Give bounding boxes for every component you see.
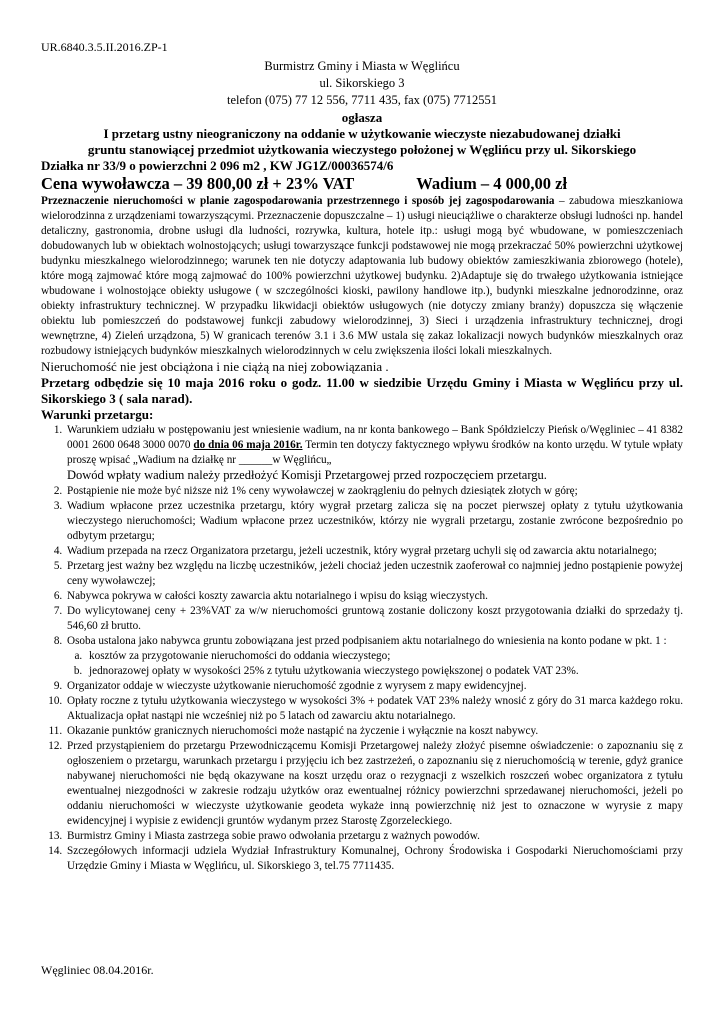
reference-number: UR.6840.3.5.II.2016.ZP-1 [41,40,168,54]
sub-item: a. kosztów za przygotowanie nieruchomości do oddania wieczystego; [85,649,683,664]
condition-1-proof: Dowód wpłaty wadium należy przedłożyć Komisji Przetargowej przed rozpoczęciem przetargu. [67,468,547,482]
condition-item [65,634,683,679]
condition-item: 3. Wadium wpłacone przez uczestnika przetargu, który wygrał przetarg zalicza się na poczet pierwszej opłaty z tytułu użytkowania wieczystego nieruchomości; Wadium wpłacone przez uczestników, którzy nie wygrali przetargu, zostanie zwrócone bezpośrednio po odbytym przetargu; [65,499,683,544]
issuer-address: ul. Sikorskiego 3 [319,76,405,90]
deposit-deadline: do dnia 06 maja 2016r. [193,439,303,451]
zoning-description [41,194,683,359]
conditions-list [41,423,683,874]
condition-item [65,423,683,484]
condition-item: 11. Okazanie punktów granicznych nieruchomości może nastąpić na życzenie i wyłącznie na koszt nabywcy. [65,724,683,739]
conditions-heading: Warunki przetargu: [41,407,154,422]
condition-item: 5. Przetarg jest ważny bez względu na liczbę uczestników, jeżeli chociaż jeden uczestnik zaoferował co najmniej jedno postąpienie powyżej ceny wywoławczej; [65,559,683,589]
encumbrance-note: Nieruchomość nie jest obciążona i nie ciążą na niej zobowiązania . [41,359,389,374]
condition-item: 13. Burmistrz Gminy i Miasta zastrzega sobie prawo odwołania przetargu z ważnych powodów. [65,829,683,844]
starting-price: Cena wywoławcza – 39 800,00 zł + 23% VAT [41,174,355,193]
condition-item: 2. Postąpienie nie może być niższe niż 1% ceny wywoławczej w zaokrągleniu do pełnych dziesiątek złotych w górę; [65,484,683,499]
zoning-text: – zabudowa mieszkaniowa wielorodzinna z urządzeniami towarzyszącymi. Przeznaczenie dopuszczalne – 1) usługi nieuciążliwe o charakterze obsługi ludności np. handel detaliczny, gastronomia, drobne usługi dla ludności, rozrywka, kultura, hotele itp.: usługi mogą być wbudowane, w pomieszczeniach dobudowanych lub w obiektach wolnostojących; usługi towarzyszące funkcji podstawowej nie mogą przekraczać 50% powierzchni użytkowej budynku mieszkalnego wielorodzinnego; warunek ten nie dotyczy adaptowania lub budowy obiektów zamieszkiwania zbiorowego (hotele), które mogą zajmować które mogą zajmować do 100% powierzchni użytkowej budynku. 2)Adaptuje się do trwałego użytkowania istniejące wbudowane i wolnostojące obiekty usługowe ( w szczególności kioski, pawilony handlowe itp.), budynki mieszkalne jednorodzinne, oraz obiekty infrastruktury technicznej. W przypadku likwidacji obiektów usługowych (nie dotyczy zmiany branży) dopuszcza się włączenie obiektu lub pomieszczeń do podstawowej funkcji zabudowy wielorodzinnej, 3) Sieci i urządzenia infrastruktury technicznej, drogi wewnętrzne, 4) Zieleń urządzona, 5) W granicach terenów 3.1 i 3.6 MW ustala się zakaz lokalizacji nowych budynków mieszkalnych oraz rozbudowy istniejących budynków mieszkalnych wielorodzinnych w celu zwiększenia ilości lokali mieszkalnych. [41,195,683,357]
issuer-name: Burmistrz Gminy i Miasta w Węglińcu [264,59,460,73]
condition-8-sublist [67,649,683,679]
announces-heading: ogłasza [341,110,383,125]
announcement-content [41,58,683,874]
condition-1-text: Warunkiem udziału w postępowaniu jest wniesienie wadium, na nr konta bankowego – Bank Spółdzielczy Pieńsk o/Węgliniec – 41 8382 0001 2600 0648 3000 0070 [67,424,683,451]
condition-item: 14. Szczegółowych informacji udziela Wydział Infrastruktury Komunalnej, Ochrony Środowiska i Gospodarki Nieruchomościami przy Urzędzie Gminy i Miasta w Węglińcu, ul. Sikorskiego 3, tel.75 7711435. [65,844,683,874]
condition-8-text: Osoba ustalona jako nabywca gruntu zobowiązana jest przed podpisaniem aktu notarialnego do wniesienia na konto podane w pkt. 1 : [67,635,667,647]
condition-item: 9. Organizator oddaje w wieczyste użytkowanie nieruchomość zgodnie z wyrysem z mapy ewidencyjnej. [65,679,683,694]
condition-item: 10. Opłaty roczne z tytułu użytkowania wieczystego w wysokości 3% + podatek VAT 23% należy wnosić z góry do 31 marca każdego roku. Aktualizacja opłat nastąpi nie wcześniej niż po 5 latach od zawarciu aktu notarialnego. [65,694,683,724]
auction-date-info: Przetarg odbędzie się 10 maja 2016 roku o godz. 11.00 w siedzibie Urzędu Gminy i Miasta w Węglińcu przy ul. Sikorskiego 3 ( sala narad). [41,375,683,406]
deposit-amount: Wadium – 4 000,00 zł [416,174,568,193]
place-and-date: Węgliniec 08.04.2016r. [41,963,154,977]
condition-1-text-cont: Termin ten dotyczy faktycznego wpływu środków na konto urzędu. W tytule wpłaty proszę wpisać „Wadium na działkę nr ______w Węglińcu„ [67,439,683,466]
title-line-3: Działka nr 33/9 o powierzchni 2 096 m2 , KW JG1Z/00036574/6 [41,158,394,173]
condition-item: 7. Do wylicytowanej ceny + 23%VAT za w/w nieruchomości gruntową zostanie doliczony koszt przygotowania działki do sprzedaży tj. 546,60 zł brutto. [65,604,683,634]
issuer-phone: telefon (075) 77 12 556, 7711 435, fax (075) 7712551 [227,93,497,107]
title-line-2: gruntu stanowiącej przedmiot użytkowania wieczystego położonej w Węglińcu przy ul. Sikorskiego [87,142,637,157]
title-line-1: I przetarg ustny nieograniczony na oddanie w użytkowanie wieczyste niezabudowanej działki [103,126,621,141]
condition-item: 6. Nabywca pokrywa w całości koszty zawarcia aktu notarialnego i wpisu do ksiąg wieczystych. [65,589,683,604]
condition-item: 12. Przed przystąpieniem do przetargu Przewodniczącemu Komisji Przetargowej należy złożyć pisemne oświadczenie: o zapoznaniu się z ogłoszeniem o przetargu, warunkach przetargu i przyjęciu ich bez zastrzeżeń, o zapoznaniu się z nieruchomością w terenie, gdyż granice nabywanej nieruchomości nie będą okazywane na koszt urzędu oraz o rezygnacji z wszelkich roszczeń wobec organizatora z tytułu ewentualnej niezgodności w zakresie rodzaju użytków oraz ewentualnej różnicy powierzchni sprzedawanej nieruchomości, jeżeli po oddaniu nieruchomości w wieczyste użytkowanie geodeta wykaże inną powierzchnię niż jest to oznaczone w wyrysie z mapy ewidencyjnej i wypisie z ewidencji gruntów wydanym przez Starostę Zgorzeleckiego. [65,739,683,829]
price-line [41,174,683,194]
sub-item: b. jednorazowej opłaty w wysokości 25% z tytułu użytkowania wieczystego powiększonej o podatek VAT 23%. [85,664,683,679]
condition-item: 4. Wadium przepada na rzecz Organizatora przetargu, jeżeli uczestnik, który wygrał przetarg uchyli się od zawarcia aktu notarialnego; [65,544,683,559]
zoning-label: Przeznaczenie nieruchomości w planie zagospodarowania przestrzennego i sposób jej zagospodarowania [41,195,555,207]
